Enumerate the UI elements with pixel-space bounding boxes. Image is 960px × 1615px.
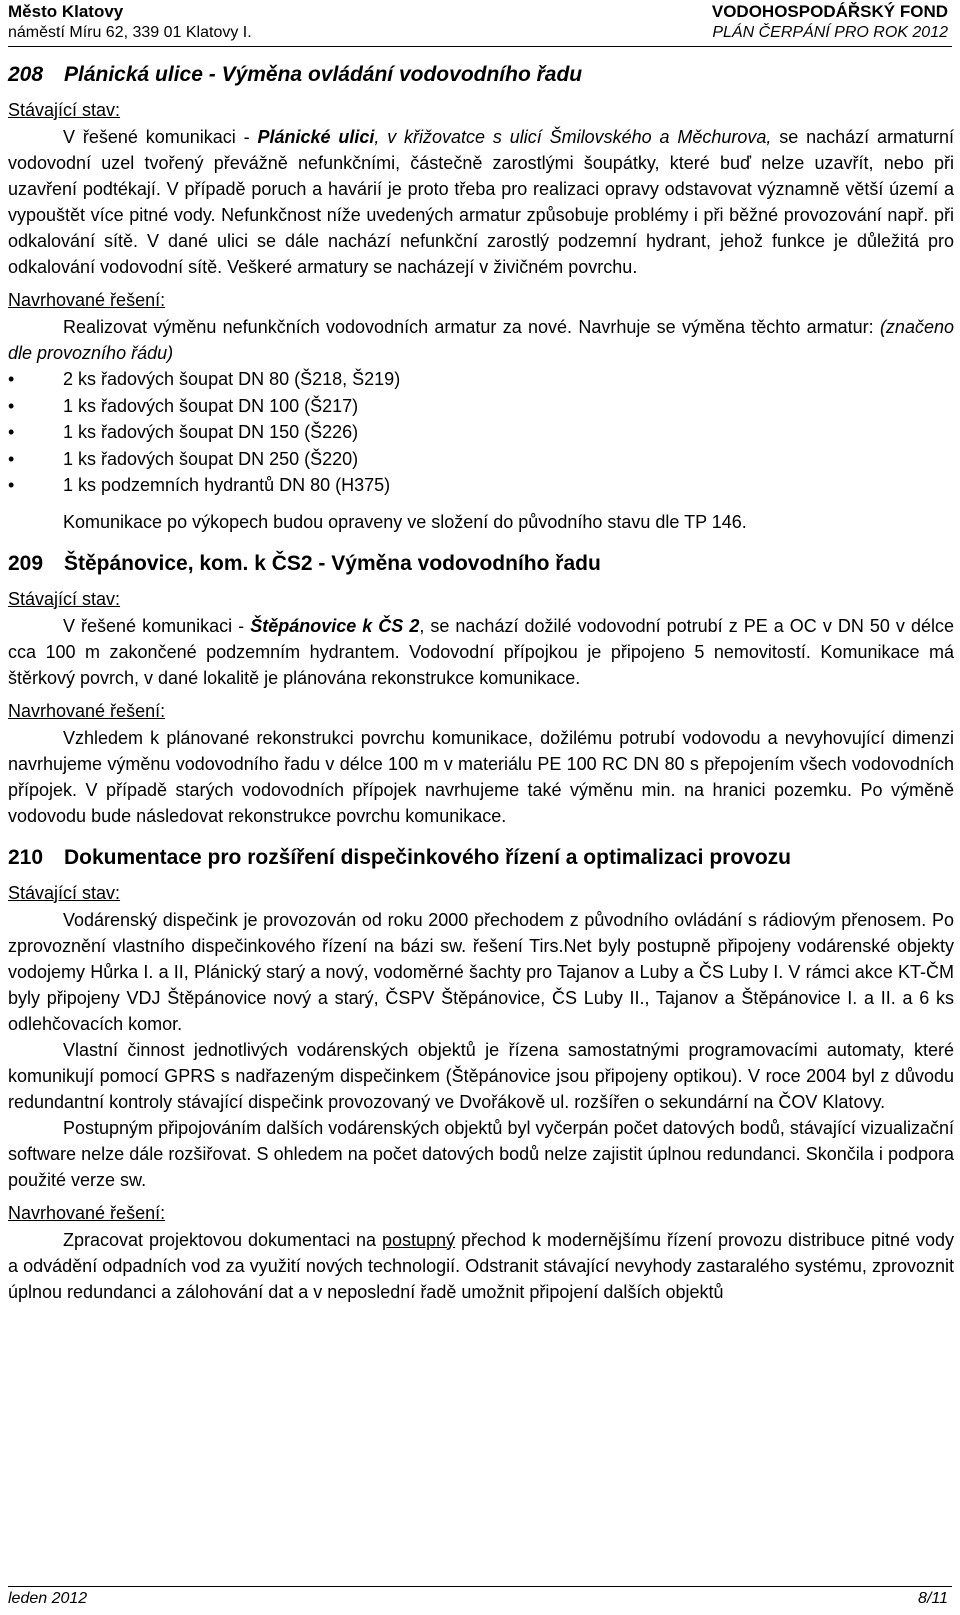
proposal-label: Navrhované řešení: — [8, 700, 166, 721]
current-state-text-3: Postupným připojováním dalších vodárenských objektů byl vyčerpán počet datových bodů, stávající vizualizační software nelze dále rozšiřovat. S ohledem na počet datových bodů nelze zajistit úplnou redundanci. Skončila i podpora použité verze sw. — [8, 1117, 954, 1190]
current-state-text: V řešené komunikaci - Plánické ulici, v křižovatce s ulicí Šmilovského a Měchurova, se nachází armaturní vodovodní uzel tvořený převážně nefunkčními, částečně zarostlými šoupátky, které buď nelze uzavřít, nebo při uzavření podtékají. V případě poruch a havárií je proto třeba pro realizaci opravy odstavovat významně větší území a vypouštět více pitné vody. Nefunkčnost níže uvedených armatur způsobuje problémy i při běžné provozování např. při odkalování sítě. V dané ulici se dále nachází nefunkční zarostlý podzemní hydrant, jehož funkce je důležitá pro odkalování vodovodní sítě. Veškeré armatury se nacházejí v živičném povrchu. — [8, 127, 955, 277]
section-number: 210 — [8, 845, 44, 869]
proposal-label: Navrhované řešení: — [8, 1202, 166, 1223]
section-208-heading — [8, 60, 954, 90]
current-state-label: Stávající stav: — [8, 100, 121, 120]
proposal-text: Zpracovat projektovou dokumentaci na postupný přechod k modernějšímu řízení provozu distribuce pitné vody a odvádění odpadních vod za využití nových technologií. Odstranit stávající nevyhody zastaralého systému, zprovoznit úplnou redundanci a zálohování dat a v neposlední řadě umožnit připojení dalších objektů — [8, 1229, 954, 1302]
bullet-icon: • — [8, 369, 15, 389]
header-fund: VODOHOSPODÁŘSKÝ FOND — [711, 2, 948, 21]
section-number: 209 — [8, 551, 44, 575]
header-plan: PLÁN ČERPÁNÍ PRO ROK 2012 — [712, 24, 948, 41]
header-org: Město Klatovy — [8, 2, 124, 21]
section-title: Dokumentace pro rozšíření dispečinkového řízení a optimalizaci provozu — [64, 845, 792, 869]
current-state-label: Stávající stav: — [8, 588, 121, 609]
proposal-label: Navrhované řešení: — [8, 290, 166, 310]
page-content — [8, 60, 954, 1305]
list-item: • 2 ks řadových šoupat DN 80 (Š218, Š219) — [8, 366, 954, 393]
bullet-icon: • — [8, 448, 15, 469]
bullet-icon: • — [8, 395, 15, 416]
section-number: 208 — [8, 63, 44, 86]
list-item: • 1 ks řadových šoupat DN 100 (Š217) — [8, 393, 954, 420]
section-210 — [8, 843, 954, 1305]
current-state-text-1: Vodárenský dispečink je provozován od roku 2000 přechodem z původního ovládání s rádiovým přenosem. Po zprovoznění vlastního dispečinkového řízení na bázi sw. řešení Tirs.Net byly postupně připojeny vodárenské objekty vodojemy Hůrka I. a II, Plánický starý a nový, vodoměrné šachty pro Tajanov a Luby a ČS Luby I. V rámci akce KT-ČM byly připojeny VDJ Štěpánovice nový a starý, ČSPV Štěpánovice, ČS Luby II., Tajanov a Štěpánovice I. a II. a 6 ks odlehčovacích komor. — [8, 909, 954, 1034]
proposal-text: Vzhledem k plánované rekonstrukci povrchu komunikace, dožilému potrubí vodovodu a nevyhovující dimenzi navrhujeme výměnu vodovodního řadu v délce 100 m v materiálu PE 100 RC DN 80 s přepojením všech vodovodních přípojek. V případě starých vodovodních přípojek navrhujeme také výměnu min. na hranici pozemku. Po výměně vodovodu bude následovat rekonstrukce povrchu komunikace. — [8, 727, 954, 826]
list-item: • 1 ks podzemních hydrantů DN 80 (H375) — [8, 472, 954, 499]
page-header — [8, 0, 952, 47]
closing-note: Komunikace po výkopech budou opraveny ve složení do původního stavu dle TP 146. — [63, 511, 747, 532]
section-209 — [8, 549, 954, 829]
armature-list — [8, 366, 954, 499]
section-title: Štěpánovice, kom. k ČS2 - Výměna vodovodního řadu — [64, 551, 601, 575]
page-footer — [8, 1586, 952, 1611]
header-address: náměstí Míru 62, 339 01 Klatovy I. — [8, 24, 252, 41]
bullet-icon: • — [8, 422, 15, 442]
section-210-heading — [8, 843, 954, 873]
section-208 — [8, 60, 954, 535]
current-state-text: V řešené komunikaci - Štěpánovice k ČS 2, se nachází dožilé vodovodní potrubí z PE a OC v DN 50 v délce cca 100 m zakončené podzemním hydrantem. Vodovodní přípojkou je připojeno 5 nemovitostí. Komunikace má štěrkový povrch, v dané lokalitě je plánována rekonstrukce komunikace. — [8, 615, 954, 688]
page-number: 8/11 — [918, 1590, 948, 1607]
list-item: • 1 ks řadových šoupat DN 250 (Š220) — [8, 446, 954, 473]
current-state-label: Stávající stav: — [8, 882, 121, 903]
section-209-heading — [8, 549, 954, 579]
current-state-text-2: Vlastní činnost jednotlivých vodárenských objektů je řízena samostatnými programovacími automaty, které komunikují pomocí GPRS s nadřazeným dispečinkem (Štěpánovice jsou připojeny optikou). V roce 2004 byl z důvodu redundantní kontroly stávající dispečink provozovaný ve Dvořákově ul. rozšířen o sekundární na ČOV Klatovy. — [8, 1039, 954, 1112]
footer-date: leden 2012 — [8, 1590, 88, 1607]
section-title: Plánická ulice - Výměna ovládání vodovodního řadu — [64, 63, 583, 86]
list-item: • 1 ks řadových šoupat DN 150 (Š226) — [8, 419, 954, 446]
proposal-text: Realizovat výměnu nefunkčních vodovodních armatur za nové. Navrhuje se výměna těchto armatur: (značeno dle provozního řádu) — [8, 317, 954, 363]
bullet-icon: • — [8, 475, 15, 495]
